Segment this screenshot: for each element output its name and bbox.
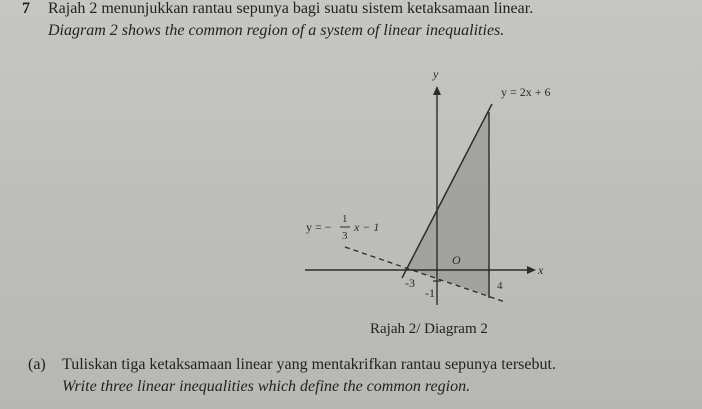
part-a-label: (a) xyxy=(28,356,46,373)
x-axis-arrow xyxy=(527,266,536,274)
common-region xyxy=(407,112,489,296)
question-number: 7 xyxy=(22,0,30,17)
line2-fraction-numerator: 1 xyxy=(342,213,348,225)
y-axis-label: y xyxy=(433,67,439,81)
x-tick-label-4: 4 xyxy=(497,280,503,292)
origin-label: O xyxy=(452,253,461,267)
line2-fraction-denominator: 3 xyxy=(342,230,348,242)
y-axis-arrow xyxy=(433,86,441,95)
x-axis-label: x xyxy=(538,263,544,277)
line2-label-rhs: x − 1 xyxy=(354,220,380,234)
line1-label: y = 2x + 6 xyxy=(501,85,551,99)
question-text-malay: Rajah 2 menunjukkan rantau sepunya bagi suatu sistem ketaksamaan linear. xyxy=(48,0,534,17)
line2-label-lhs: y = − xyxy=(306,220,332,234)
diagram-caption: Rajah 2/ Diagram 2 xyxy=(370,321,488,337)
part-a-text-malay: Tuliskan tiga ketaksamaan linear yang mentakrifkan rantau sepunya tersebut. xyxy=(62,356,556,373)
question-text-english: Diagram 2 shows the common region of a system of linear inequalities. xyxy=(48,22,505,39)
part-a-text-english: Write three linear inequalities which define the common region. xyxy=(62,378,471,395)
y-tick-label-neg1: -1 xyxy=(425,286,435,300)
x-tick-label-neg3: -3 xyxy=(405,276,415,290)
